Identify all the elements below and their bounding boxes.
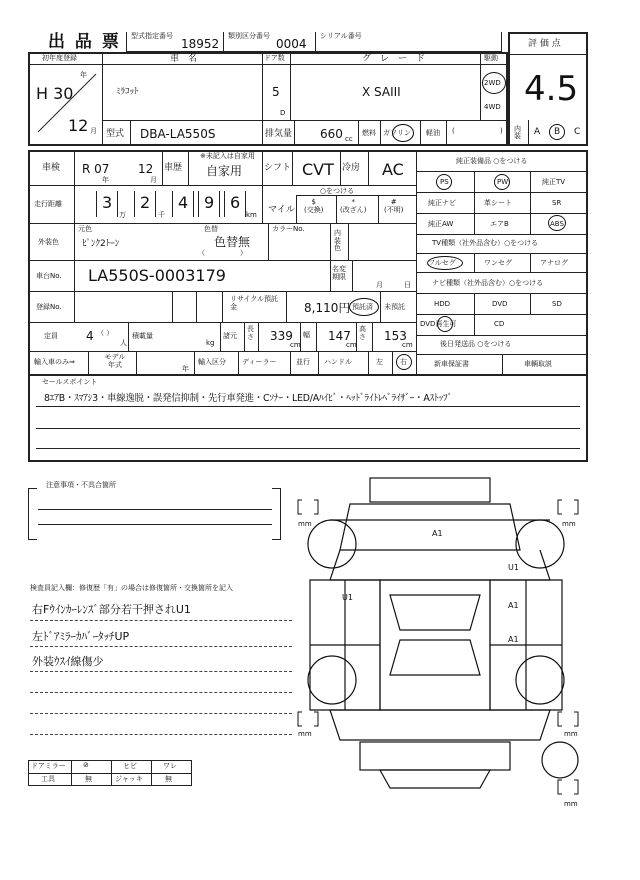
evaluation-score: 4.5 bbox=[524, 69, 579, 109]
length-label: 長さ bbox=[247, 325, 254, 341]
shift-label: シフト bbox=[264, 163, 292, 173]
history-label: 車歴 bbox=[164, 163, 183, 173]
equip-ps: PS bbox=[440, 178, 449, 186]
height-unit: cm bbox=[402, 341, 413, 349]
reg-no-label: 登録No. bbox=[36, 303, 62, 311]
handle-label: ハンドル bbox=[324, 358, 352, 366]
import-label: 輸入車のみ⇒ bbox=[34, 358, 75, 366]
damage-mark-right-1: A1 bbox=[508, 601, 519, 610]
equip-genuine-tv: 純正TV bbox=[542, 178, 566, 186]
door-mirror-label: ドアミラー bbox=[31, 762, 66, 770]
shaken-month: 12 bbox=[138, 162, 154, 176]
category-box bbox=[224, 32, 316, 52]
certified-box bbox=[126, 32, 224, 52]
exterior-label: 外装色 bbox=[38, 238, 59, 246]
import-class-label: 輸入区分 bbox=[198, 358, 226, 366]
mm-label-front-right: mm bbox=[562, 520, 576, 528]
car-damage-diagram bbox=[290, 470, 600, 810]
door-type: D bbox=[280, 109, 286, 117]
mile-label: マイル bbox=[268, 205, 295, 215]
drive-2wd: 2WD bbox=[484, 79, 501, 87]
cc-unit: cc bbox=[345, 135, 353, 143]
tools-value: 無 bbox=[85, 775, 92, 783]
recycle-deposited: 預託済 bbox=[352, 303, 373, 311]
broken-label: ワレ bbox=[163, 762, 177, 770]
fuel-gas: ガソリン bbox=[383, 129, 411, 137]
load-label: 積載量 bbox=[132, 332, 153, 340]
model-label: 型式 bbox=[106, 129, 125, 139]
navi-cd: CD bbox=[494, 320, 505, 328]
mm-label-rear-left: mm bbox=[298, 730, 312, 738]
equip-genuine-aw: 純正AW bbox=[428, 220, 454, 228]
evaluation-label: 評 価 点 bbox=[528, 39, 561, 49]
equip-sunroof: SR bbox=[552, 199, 562, 207]
cooler-label: 冷房 bbox=[342, 163, 361, 173]
inspector-line-3: 外装ｳｽｲ線傷少 bbox=[32, 655, 104, 668]
length-value: 339 bbox=[270, 329, 293, 343]
handle-left: 左 bbox=[376, 358, 383, 366]
grade-value: X SAIII bbox=[362, 85, 401, 99]
length-unit: cm bbox=[290, 341, 301, 349]
name-change-month: 月 bbox=[376, 281, 383, 289]
first-reg-year: H 30 bbox=[36, 84, 74, 103]
shift-value: CVT bbox=[302, 160, 334, 179]
color-paren: （ ） bbox=[198, 249, 247, 257]
displacement-label: 排気量 bbox=[265, 129, 293, 139]
serial-label: シリアル番号 bbox=[320, 32, 362, 40]
interior-grade-box bbox=[508, 120, 588, 146]
mileage-label: 走行距離 bbox=[34, 200, 62, 208]
mm-label-spare: mm bbox=[564, 800, 578, 808]
fuel-diesel: 軽油 bbox=[426, 129, 440, 137]
man-unit: 万 bbox=[119, 211, 126, 219]
parallel-label: 並行 bbox=[296, 358, 310, 366]
recycle-not: 未預託 bbox=[384, 303, 405, 311]
jack-value: 無 bbox=[165, 775, 172, 783]
car-name-label: 車 名 bbox=[170, 54, 198, 64]
kg-unit: kg bbox=[206, 339, 215, 347]
category-value: 0004 bbox=[276, 37, 307, 51]
equip-pw: PW bbox=[497, 178, 509, 186]
grade-label: グ レ ー ド bbox=[362, 54, 426, 64]
interior-label: 内装 bbox=[514, 125, 521, 140]
mm-label-front-left: mm bbox=[298, 520, 312, 528]
shaken-year-unit: 年 bbox=[102, 176, 109, 184]
certified-value: 18952 bbox=[181, 37, 220, 51]
fuel-label: 燃料 bbox=[362, 129, 376, 137]
original-color-label: 元色 bbox=[78, 225, 92, 233]
inspector-line-2: 左ﾄﾞｱﾐﾗｰｶﾊﾞｰﾀｯﾁUP bbox=[32, 630, 130, 643]
recycle-label: リサイクル預託金 bbox=[230, 295, 279, 312]
sales-point-label: セールスポイント bbox=[42, 378, 98, 386]
notes-bracket-right bbox=[272, 488, 281, 540]
tools-label: 工具 bbox=[41, 775, 55, 783]
notes-bracket-left bbox=[28, 488, 37, 540]
original-color-value: ﾋﾟﾝｸ2ﾄｰﾝ bbox=[82, 239, 120, 249]
year-unit: 年 bbox=[80, 71, 87, 79]
wheel-front-right bbox=[516, 520, 564, 568]
height-value: 153 bbox=[384, 329, 407, 343]
spare-wheel bbox=[542, 742, 578, 778]
width-value: 147 bbox=[328, 329, 351, 343]
displacement-value: 660 bbox=[320, 127, 343, 141]
wheel-rear-left bbox=[308, 656, 356, 704]
serial-box bbox=[316, 32, 502, 52]
first-reg-label: 初年度登録 bbox=[42, 54, 77, 62]
crack-label: ヒビ bbox=[123, 762, 137, 770]
mileage-digit bbox=[224, 191, 246, 217]
model-year-unit: 年 bbox=[182, 365, 189, 373]
shaken-era: R 07 bbox=[82, 162, 110, 176]
drive-label: 駆動 bbox=[484, 54, 498, 62]
interior-color-label: 内装色 bbox=[334, 229, 341, 253]
model-year-label: モデル年式 bbox=[104, 353, 126, 369]
model-value: DBA-LA550S bbox=[140, 127, 216, 141]
mileage-digit-value: 4 bbox=[178, 193, 189, 212]
car-name-value: ﾐﾗｺｯﾄ bbox=[116, 87, 139, 97]
navi-sd: SD bbox=[552, 300, 562, 308]
doors-value: 5 bbox=[272, 85, 280, 99]
later-manual: 車輌取説 bbox=[524, 360, 552, 368]
inspector-line-1: 右Fｳｲﾝｶｰﾚﾝｽﾞ部分若干押されU1 bbox=[32, 603, 191, 616]
category-label: 類別区分番号 bbox=[228, 32, 270, 40]
equip-airbag: エアB bbox=[490, 220, 509, 228]
capacity-value: 4 bbox=[86, 329, 94, 343]
wheel-front-left bbox=[308, 520, 356, 568]
exchange-label: $ (交換) bbox=[304, 198, 324, 215]
sales-point-text: 8ｴｱB・ｽﾏｱｼ3・車線逸脱・誤発信抑制・先行車発進・Cｿﾅｰ・LED/Aﾊｲﾋﾞ・ﾍｯﾄﾞﾗｲﾄﾚﾍﾞﾗｲｻﾞｰ・Aｽﾄｯﾌﾟ bbox=[44, 393, 453, 404]
mileage-digit-value: 2 bbox=[140, 193, 151, 212]
chassis-label: 車台No. bbox=[36, 272, 62, 280]
color-change-value: 色替無 bbox=[214, 235, 251, 249]
mileage-digit bbox=[134, 191, 156, 217]
doors-label: ドア数 bbox=[264, 54, 285, 62]
tamper-label: * (改ざん) bbox=[340, 198, 367, 215]
navi-hdd: HDD bbox=[434, 300, 451, 308]
form-title: 出 品 票 bbox=[48, 32, 121, 52]
later-warranty: 新車保証書 bbox=[434, 360, 469, 368]
drive-4wd: 4WD bbox=[484, 103, 501, 111]
interior-a: A bbox=[534, 127, 541, 137]
shaken-label: 車検 bbox=[42, 163, 61, 173]
tv-type-title: TV種類（社外品含む）○をつける bbox=[432, 239, 539, 247]
chassis-value: LA550S-0003179 bbox=[88, 266, 226, 285]
unknown-label: # (不明) bbox=[384, 198, 404, 215]
interior-c: C bbox=[574, 127, 581, 137]
mm-label-rear-right: mm bbox=[564, 730, 578, 738]
navi-dvd-play: DVD再生可 bbox=[420, 320, 457, 328]
history-note: ※未記入は自家用 bbox=[200, 152, 255, 160]
person-unit: 人 bbox=[120, 339, 127, 347]
name-change-day: 日 bbox=[404, 281, 411, 289]
height-label: 高さ bbox=[359, 325, 366, 341]
damage-mark-right-2: A1 bbox=[508, 635, 519, 644]
mileage-digit bbox=[198, 191, 220, 217]
equip-leather: 革シート bbox=[484, 199, 512, 207]
mileage-digit-value: 3 bbox=[102, 193, 113, 212]
dealer-label: ディーラー bbox=[242, 358, 277, 366]
width-label: 幅 bbox=[303, 331, 310, 339]
mileage-digit-value: 9 bbox=[204, 193, 215, 212]
sen-unit: 千 bbox=[158, 211, 165, 219]
history-value: 自家用 bbox=[206, 164, 243, 178]
color-number-label: カラーNo. bbox=[272, 225, 305, 233]
tv-oneseg: ワンセグ bbox=[484, 259, 512, 267]
capacity-label: 定員 bbox=[44, 332, 58, 340]
shaken-month-unit: 月 bbox=[150, 176, 157, 184]
month-unit: 月 bbox=[90, 127, 97, 135]
damage-mark-front-right: U1 bbox=[508, 563, 519, 572]
width-unit: cm bbox=[346, 341, 357, 349]
mileage-digit bbox=[172, 191, 194, 217]
jack-label: ジャッキ bbox=[115, 775, 143, 783]
name-change-label: 名変期限 bbox=[332, 265, 346, 282]
damage-mark-front: A1 bbox=[432, 529, 443, 538]
navi-type-title: ナビ種類（社外品含む）○をつける bbox=[432, 279, 544, 287]
certified-label: 型式指定番号 bbox=[131, 32, 173, 40]
interior-b: B bbox=[554, 127, 561, 137]
notes-label: 注意事項・不具合箇所 bbox=[46, 481, 116, 489]
first-reg-month: 12 bbox=[68, 116, 89, 135]
mirror-tools-table bbox=[28, 760, 192, 786]
dims-label: 諸元 bbox=[223, 332, 237, 340]
equip-abs: ABS bbox=[550, 220, 564, 228]
handle-right: 右 bbox=[400, 358, 407, 366]
mileage-digit-value: 6 bbox=[230, 193, 241, 212]
km-unit: km bbox=[246, 211, 257, 219]
door-mirror-mark-icon: ⊘ bbox=[83, 761, 89, 769]
tv-fullseg: フルセグ bbox=[428, 259, 456, 267]
equip-genuine-navi: 純正ナビ bbox=[428, 199, 456, 207]
mileage-digit bbox=[96, 191, 118, 217]
color-change-label: 色替 bbox=[204, 225, 218, 233]
recycle-value: 8,110円 bbox=[304, 301, 351, 315]
inspector-note-label: 検査員記入欄：修復歴「有」の場合は修復箇所・交換箇所を記入 bbox=[30, 584, 233, 592]
damage-mark-left: U1 bbox=[342, 593, 353, 602]
later-shipping-title: 後日発送品 ○をつける bbox=[440, 340, 512, 348]
tv-analog: アナログ bbox=[540, 259, 568, 267]
mark-label: ○をつける bbox=[320, 187, 355, 195]
genuine-equipment-title: 純正装備品 ○をつける bbox=[456, 157, 528, 165]
wheel-rear-right bbox=[516, 656, 564, 704]
navi-dvd: DVD bbox=[492, 300, 508, 308]
cooler-value: AC bbox=[382, 160, 404, 179]
